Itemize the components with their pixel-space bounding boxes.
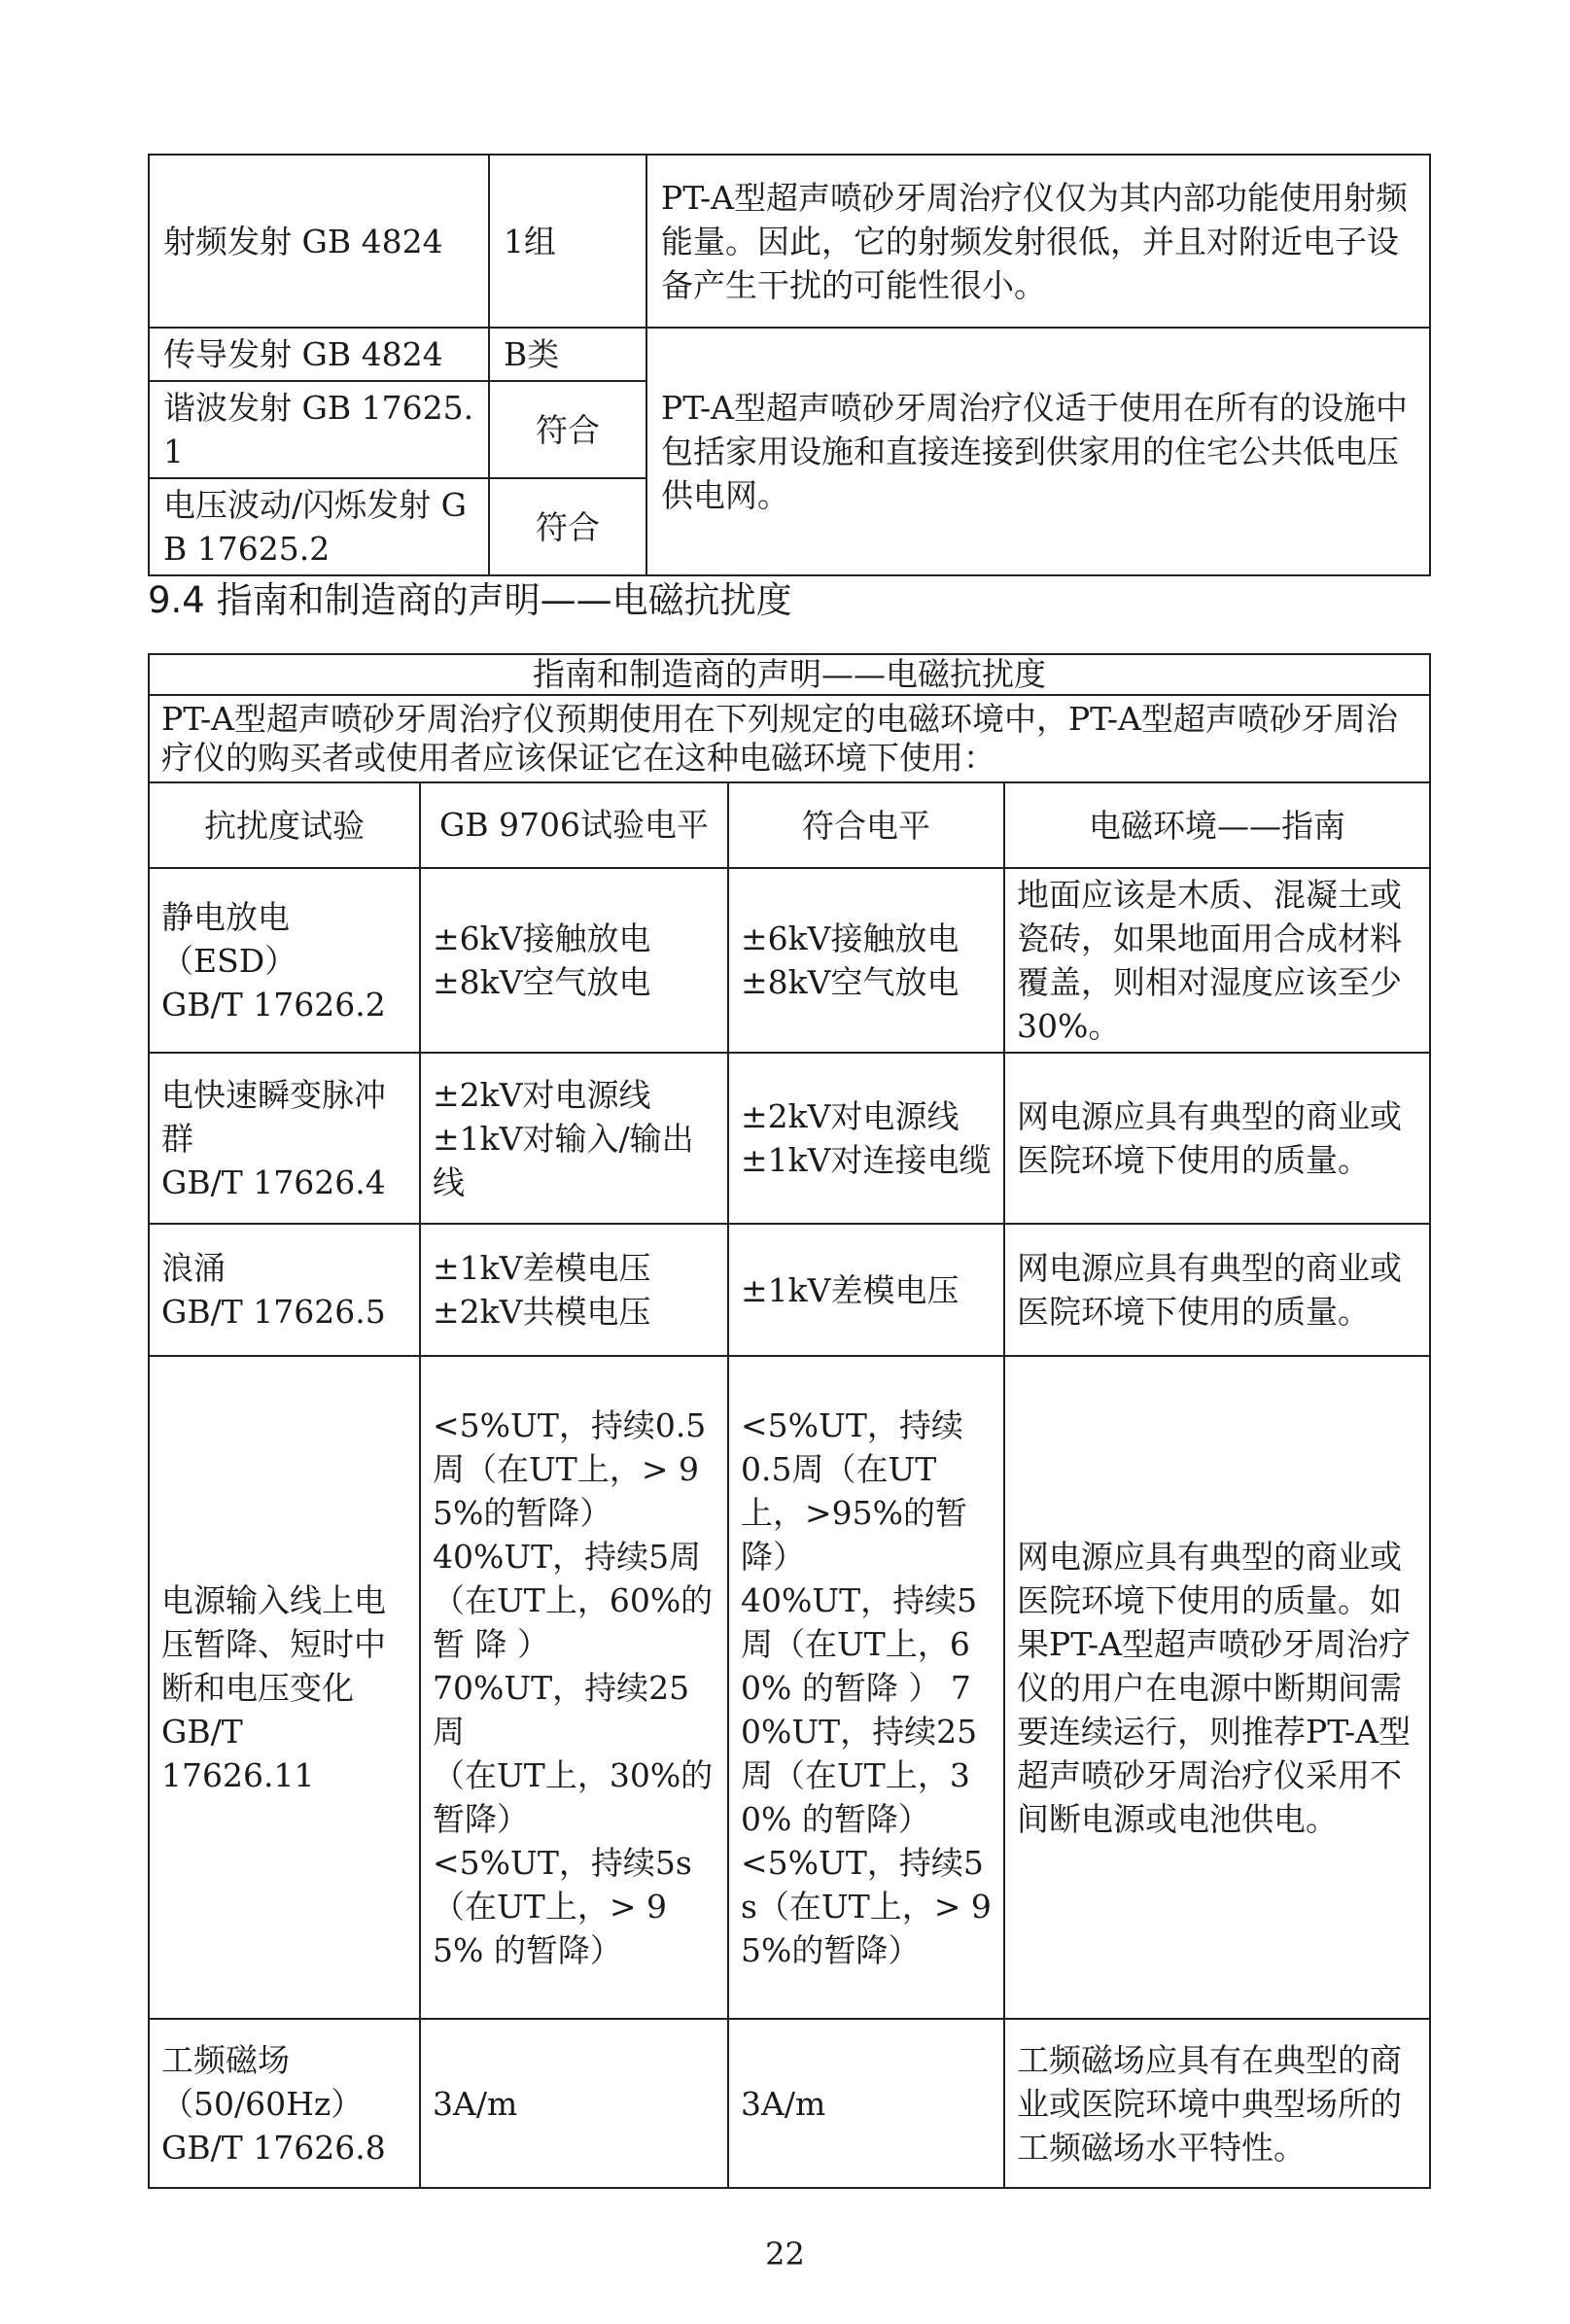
table-cell: ±1kV差模电压 ±2kV共模电压	[420, 1224, 728, 1356]
table-cell: 地面应该是木质、混凝土或瓷砖，如果地面用合成材料覆盖，则相对湿度应该至少30%。	[1004, 868, 1430, 1053]
table-cell: 工频磁场 （50/60Hz） GB/T 17626.8	[149, 2019, 420, 2188]
page-number: 22	[765, 2236, 805, 2272]
table-cell: <5%UT，持续0.5 周（在UT上，> 95%的暂降） 40%UT，持续5周（在UT上，60%的暂 降 ） 70%UT，持续25周 （在UT上，30%的暂降） <5%UT，持续5s（在UT上，> 95% 的暂降）	[420, 1356, 728, 2019]
table-cell: PT-A型超声喷砂牙周治疗仪适于使用在所有的设施中包括家用设施和直接连接到供家用的住宅公共低电压供电网。	[646, 328, 1430, 575]
table-cell: 静电放电 （ESD） GB/T 17626.2	[149, 868, 420, 1053]
table-cell: 符合	[489, 478, 646, 575]
table-cell: 网电源应具有典型的商业或医院环境下使用的质量。	[1004, 1224, 1430, 1356]
table-cell: 工频磁场应具有在典型的商业或医院环境中典型场所的工频磁场水平特性。	[1004, 2019, 1430, 2188]
table-cell: ±6kV接触放电 ±8kV空气放电	[728, 868, 1004, 1053]
table-title: 指南和制造商的声明——电磁抗扰度	[149, 654, 1430, 695]
table-cell: 3A/m	[728, 2019, 1004, 2188]
table-cell: 网电源应具有典型的商业或医院环境下使用的质量。如果PT-A型超声喷砂牙周治疗仪的用户在电源中断期间需要连续运行，则推荐PT-A型超声喷砂牙周治疗仪采用不间断电源或电池供电。	[1004, 1356, 1430, 2019]
table-intro: PT-A型超声喷砂牙周治疗仪预期使用在下列规定的电磁环境中，PT-A型超声喷砂牙周治疗仪的购买者或使用者应该保证它在这种电磁环境下使用：	[149, 695, 1430, 782]
header-cell: 抗扰度试验	[149, 782, 420, 868]
table-cell: 电源输入线上电压暂降、短时中断和电压变化 GB/T 17626.11	[149, 1356, 420, 2019]
header-cell: GB 9706试验电平	[420, 782, 728, 868]
table-cell: 1组	[489, 155, 646, 328]
table-cell: <5%UT，持续0.5周（在UT上，>95%的暂降） 40%UT，持续5周（在UT上，60% 的暂降 ） 70%UT，持续25周（在UT上，30% 的暂降） <5%UT，持续5s（在UT上，> 95%的暂降）	[728, 1356, 1004, 2019]
immunity-table	[148, 653, 1431, 2189]
table-cell: ±1kV差模电压	[728, 1224, 1004, 1356]
table-cell: 谐波发射 GB 17625.1	[149, 381, 489, 478]
table-cell: ±6kV接触放电 ±8kV空气放电	[420, 868, 728, 1053]
section-heading: 9.4 指南和制造商的声明——电磁抗扰度	[148, 579, 792, 621]
table-cell: ±2kV对电源线 ±1kV对连接电缆	[728, 1053, 1004, 1224]
table-cell: 射频发射 GB 4824	[149, 155, 489, 328]
rf-emission-table	[148, 154, 1431, 576]
table-cell: 浪涌 GB/T 17626.5	[149, 1224, 420, 1356]
table-cell: PT-A型超声喷砂牙周治疗仪仅为其内部功能使用射频能量。因此，它的射频发射很低，并且对附近电子设备产生干扰的可能性很小。	[646, 155, 1430, 328]
table-cell: 符合	[489, 381, 646, 478]
header-cell: 符合电平	[728, 782, 1004, 868]
table-cell: B类	[489, 328, 646, 381]
table-cell: 网电源应具有典型的商业或医院环境下使用的质量。	[1004, 1053, 1430, 1224]
table-cell: 3A/m	[420, 2019, 728, 2188]
table-cell: 传导发射 GB 4824	[149, 328, 489, 381]
table-cell: 电压波动/闪烁发射 GB 17625.2	[149, 478, 489, 575]
header-cell: 电磁环境——指南	[1004, 782, 1430, 868]
table-cell: ±2kV对电源线 ±1kV对输入/输出线	[420, 1053, 728, 1224]
table-cell: 电快速瞬变脉冲群 GB/T 17626.4	[149, 1053, 420, 1224]
